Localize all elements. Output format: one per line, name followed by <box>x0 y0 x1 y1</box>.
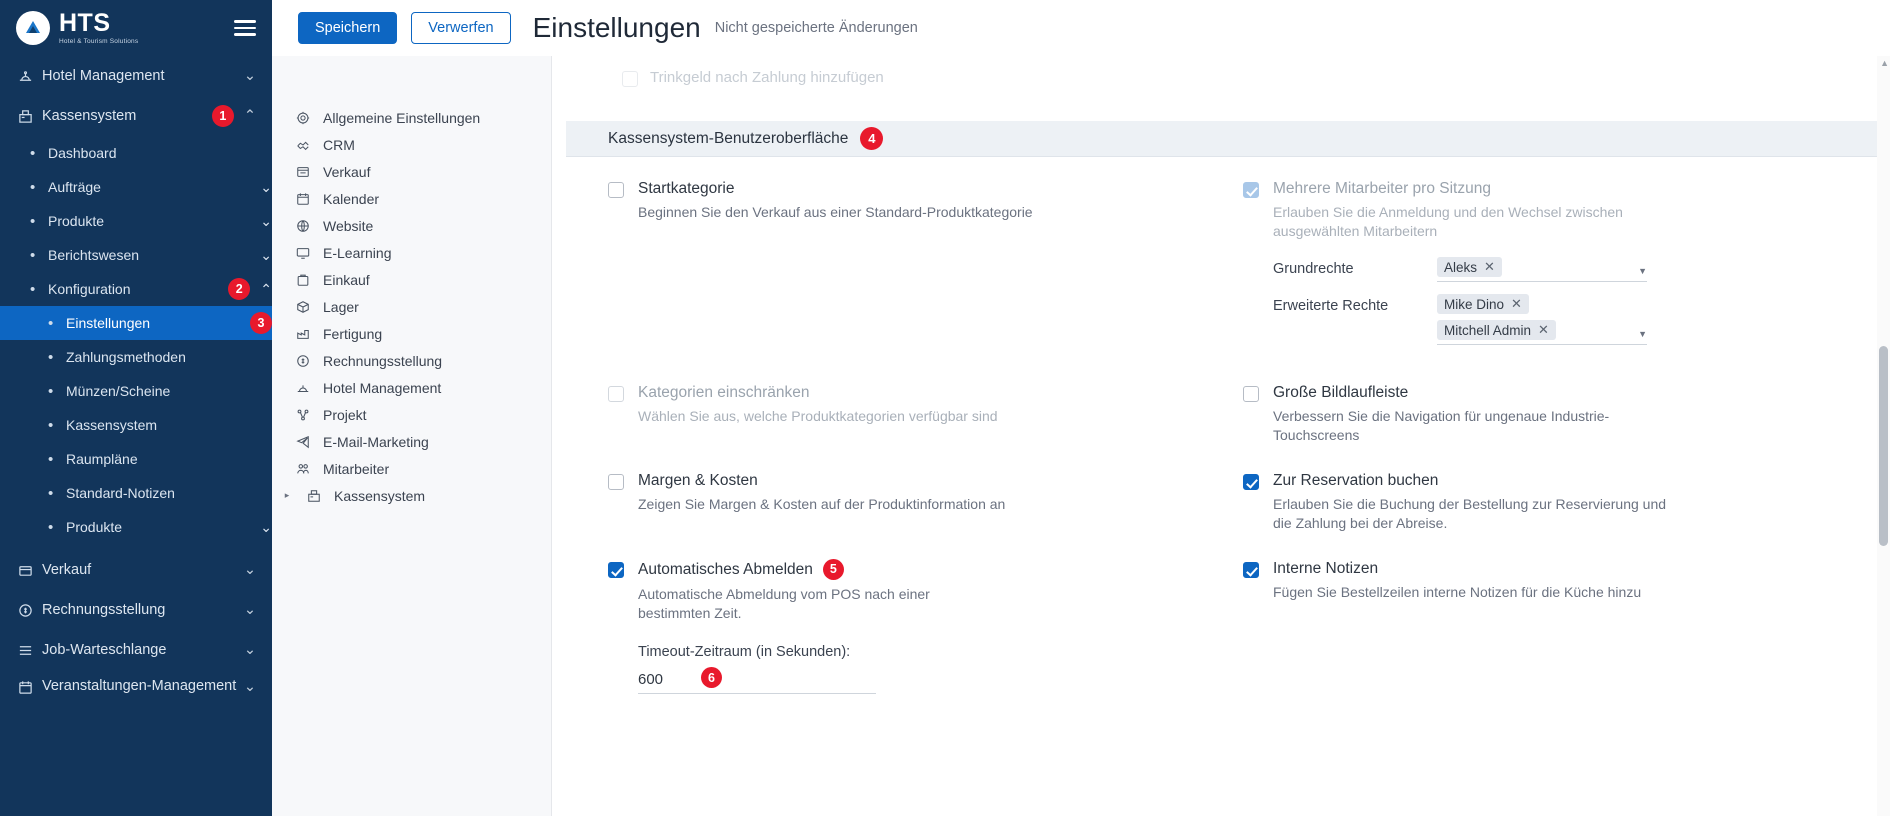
option-kategorien-einschraenken <box>608 383 1243 445</box>
sidebar-item-label: Veranstaltungen-Management <box>42 678 237 694</box>
calendar-icon <box>294 192 312 206</box>
settings-nav-label: Kassensystem <box>334 487 426 504</box>
option-zur-reservation-buchen <box>1243 471 1878 533</box>
settings-nav-einkauf[interactable] <box>272 266 551 293</box>
settings-nav-lager[interactable] <box>272 293 551 320</box>
checkbox-zur-reservation-buchen[interactable] <box>1243 474 1259 490</box>
grundrechte-row <box>1273 257 1673 282</box>
step-marker-4: 4 <box>860 127 883 150</box>
sidebar-item-label: Kassensystem <box>66 417 158 433</box>
sidebar-item-label: Hotel Management <box>42 68 165 84</box>
section-title: Kassensystem-Benutzeroberfläche <box>608 129 849 147</box>
sidebar-item-veranstaltungen-management[interactable] <box>0 670 272 718</box>
list-icon <box>18 643 42 658</box>
bullet-icon: • <box>48 348 54 366</box>
bullet-icon: • <box>48 382 54 400</box>
sidebar-nav <box>0 56 272 816</box>
option-description: Automatische Abmeldung vom POS nach einer bestimmten Zeit. <box>638 586 930 621</box>
checkbox-interne-notizen[interactable] <box>1243 562 1259 578</box>
box-icon <box>294 300 312 314</box>
bullet-icon: • <box>48 416 54 434</box>
step-marker-6: 6 <box>701 667 722 688</box>
option-title: Mehrere Mitarbeiter pro Sitzung <box>1273 180 1491 197</box>
tag-icon <box>18 563 42 578</box>
unsaved-changes-text: Nicht gespeicherte Änderungen <box>714 20 918 36</box>
settings-nav-label: Projekt <box>323 406 367 423</box>
remove-tag-icon[interactable]: ✕ <box>1511 296 1522 311</box>
erweiterte-rechte-row <box>1273 294 1673 345</box>
brand-logo[interactable] <box>16 8 139 46</box>
chevron-down-icon: ⌄ <box>260 178 272 195</box>
sidebar-item-label: Berichtswesen <box>48 247 140 263</box>
chevron-down-icon: ⌄ <box>243 642 256 658</box>
settings-nav-label: E-Mail-Marketing <box>323 433 429 450</box>
option-title <box>638 559 983 580</box>
settings-nav-kalender[interactable] <box>272 185 551 212</box>
bullet-icon: • <box>48 518 54 536</box>
partial-option-label: Trinkgeld nach Zahlung hinzufügen <box>650 69 884 86</box>
chevron-up-icon: ⌃ <box>260 280 272 297</box>
save-button[interactable]: Speichern <box>298 12 397 44</box>
option-description: Erlauben Sie die Anmeldung und den Wechsel zwischen ausgewählten Mitarbeitern <box>1273 204 1623 239</box>
option-grosse-bildlaufleiste <box>1243 383 1878 445</box>
tag-label: Mike Dino <box>1444 296 1505 312</box>
timeout-setting <box>638 643 983 694</box>
checkbox-margen-kosten[interactable] <box>608 474 624 490</box>
chevron-down-icon: ⌄ <box>260 518 272 535</box>
option-description: Zeigen Sie Margen & Kosten auf der Produktinformation an <box>638 496 1006 512</box>
settings-nav-label: Verkauf <box>323 163 371 180</box>
sidebar-item-kassensystem-config[interactable] <box>0 408 272 442</box>
settings-nav-label: Rechnungsstellung <box>323 352 443 369</box>
chevron-down-icon: ⌄ <box>243 562 256 578</box>
settings-nav-allgemeine-einstellungen[interactable] <box>272 104 551 131</box>
cash-register-icon <box>18 109 42 124</box>
settings-nav-e-learning[interactable] <box>272 239 551 266</box>
sidebar-item-hotel-management[interactable] <box>0 56 272 96</box>
settings-nav-mitarbeiter[interactable] <box>272 455 551 482</box>
sidebar-item-label: Rechnungsstellung <box>42 602 166 618</box>
settings-nav-label: Hotel Management <box>323 379 442 396</box>
settings-nav-label: Allgemeine Einstellungen <box>323 109 481 126</box>
sidebar-item-label: Verkauf <box>42 562 92 578</box>
option-margen-kosten <box>608 471 1243 533</box>
sales-icon <box>294 165 312 179</box>
mail-icon <box>294 435 312 449</box>
step-marker-1: 1 <box>212 105 234 127</box>
option-automatisches-abmelden <box>608 559 1243 694</box>
settings-nav-rechnungsstellung[interactable] <box>272 347 551 374</box>
erweiterte-rechte-label: Erweiterte Rechte <box>1273 298 1389 314</box>
settings-nav-fertigung[interactable] <box>272 320 551 347</box>
brand-text <box>59 8 139 46</box>
sidebar-item-label: Dashboard <box>48 145 117 161</box>
sidebar-item-label: Raumpläne <box>66 451 138 467</box>
tag-label: Aleks <box>1444 259 1478 275</box>
option-title: Startkategorie <box>638 180 735 197</box>
sidebar-item-kassensystem[interactable] <box>0 96 272 136</box>
chevron-down-icon: ⌄ <box>243 68 256 84</box>
sidebar-item-job-warteschlange[interactable] <box>0 630 272 670</box>
handshake-icon <box>294 138 312 152</box>
sidebar-item-label: Produkte <box>48 213 105 229</box>
option-title: Zur Reservation buchen <box>1273 472 1439 489</box>
timeout-label: Timeout-Zeitraum (in Sekunden): <box>638 644 851 660</box>
option-title-text: Automatisches Abmelden <box>638 561 813 578</box>
tag-label: Mitchell Admin <box>1444 322 1532 338</box>
option-title: Margen & Kosten <box>638 472 758 489</box>
option-description: Fügen Sie Bestellzeilen interne Notizen für die Küche hinzu <box>1273 584 1642 600</box>
brand-title: HTS <box>59 8 111 37</box>
sidebar-item-produkte[interactable] <box>0 204 272 238</box>
discard-button[interactable]: Verwerfen <box>411 12 510 44</box>
checkbox-startkategorie[interactable] <box>608 182 624 198</box>
sidebar-item-standard-notizen[interactable] <box>0 476 272 510</box>
bullet-icon: • <box>30 280 36 298</box>
option-description: Erlauben Sie die Buchung der Bestellung zur Reservierung und die Zahlung bei der Abreise. <box>1273 496 1667 531</box>
people-icon <box>294 462 312 476</box>
chevron-down-icon: ⌄ <box>243 679 256 695</box>
globe-icon <box>294 219 312 233</box>
option-description: Beginnen Sie den Verkauf aus einer Standard-Produktkategorie <box>638 204 1033 220</box>
bell-icon <box>18 69 42 84</box>
hotel-icon <box>294 381 312 395</box>
erweiterte-rechte-field[interactable] <box>1437 294 1647 345</box>
settings-content <box>552 56 1890 816</box>
settings-nav-label: Fertigung <box>323 325 383 342</box>
cash-register-icon <box>305 489 323 503</box>
monitor-icon <box>294 246 312 260</box>
bullet-icon: • <box>48 314 54 332</box>
sidebar-item-dashboard[interactable] <box>0 136 272 170</box>
timeout-input[interactable] <box>638 669 876 694</box>
option-description: Verbessern Sie die Navigation für ungenaue Industrie-Touchscreens <box>1273 408 1610 443</box>
settings-options-grid <box>552 157 1890 720</box>
settings-nav-label: E-Learning <box>323 244 392 261</box>
settings-nav-label: Einkauf <box>323 271 370 288</box>
chevron-down-icon: ⌄ <box>243 602 256 618</box>
sidebar-item-label: Job-Warteschlange <box>42 642 167 658</box>
step-marker-5: 5 <box>823 559 844 580</box>
settings-nav-label: Mitarbeiter <box>323 460 390 477</box>
settings-nav-projekt[interactable] <box>272 401 551 428</box>
bullet-icon: • <box>30 178 36 196</box>
bullet-icon: • <box>48 484 54 502</box>
option-title: Kategorien einschränken <box>638 384 810 401</box>
project-icon <box>294 408 312 422</box>
calendar-icon <box>18 680 42 695</box>
sidebar-item-label: Einstellungen <box>66 315 151 331</box>
section-header-kassensystem-benutzeroberflaeche <box>566 121 1878 157</box>
sidebar-item-zahlungsmethoden[interactable] <box>0 340 272 374</box>
checkbox-grosse-bildlaufleiste[interactable] <box>1243 386 1259 402</box>
chevron-down-icon: ⌄ <box>260 212 272 229</box>
sidebar-item-label: Zahlungsmethoden <box>66 349 186 365</box>
remove-tag-icon[interactable]: ✕ <box>1538 322 1549 337</box>
brand-subtitle: Hotel & Tourism Solutions <box>59 37 139 45</box>
settings-nav-label: Website <box>323 217 374 234</box>
tag-item[interactable] <box>1437 257 1502 277</box>
chevron-up-icon: ⌃ <box>243 108 256 124</box>
sidebar-item-produkte-config[interactable] <box>0 510 272 544</box>
purchase-icon <box>294 273 312 287</box>
bullet-icon: • <box>30 212 36 230</box>
checkbox-kategorien-einschraenken[interactable] <box>608 386 624 402</box>
scroll-up-arrow-icon[interactable]: ▲ <box>1880 58 1889 68</box>
rights-fields <box>1273 257 1673 345</box>
sidebar-item-raumplaene[interactable] <box>0 442 272 476</box>
option-description: Wählen Sie aus, welche Produktkategorien verfügbar sind <box>638 408 998 424</box>
chevron-down-icon[interactable]: ▼ <box>1638 266 1647 276</box>
sidebar-header <box>0 0 272 56</box>
gear-icon <box>294 111 312 125</box>
settings-nav-hotel-management[interactable] <box>272 374 551 401</box>
bullet-icon: • <box>30 246 36 264</box>
option-interne-notizen <box>1243 559 1878 694</box>
chevron-down-icon: ⌄ <box>260 246 272 263</box>
partial-option-row <box>552 56 1890 87</box>
sidebar-item-label: Konfiguration <box>48 281 131 297</box>
settings-side-nav <box>272 56 552 816</box>
chevron-down-icon[interactable]: ▼ <box>1638 329 1647 339</box>
sidebar-item-label: Produkte <box>66 519 123 535</box>
top-toolbar <box>272 0 1890 56</box>
checkbox-mehrere-mitarbeiter[interactable] <box>1243 182 1259 198</box>
invoice-icon <box>18 603 42 618</box>
sidebar-item-berichtswesen[interactable] <box>0 238 272 272</box>
settings-nav-crm[interactable] <box>272 131 551 158</box>
tag-item[interactable] <box>1437 294 1529 314</box>
settings-nav-verkauf[interactable] <box>272 158 551 185</box>
menu-toggle-icon[interactable] <box>234 16 256 40</box>
bullet-icon: • <box>48 450 54 468</box>
sidebar-item-konfiguration[interactable] <box>0 272 272 306</box>
sidebar-item-label: Kassensystem <box>42 108 137 124</box>
sidebar-item-label: Standard-Notizen <box>66 485 175 501</box>
remove-tag-icon[interactable]: ✕ <box>1484 259 1495 274</box>
caret-right-icon[interactable]: ▸ <box>284 490 290 500</box>
invoice-icon <box>294 354 312 368</box>
scrollbar-thumb[interactable] <box>1879 346 1888 546</box>
sidebar-item-muenzen-scheine[interactable] <box>0 374 272 408</box>
step-marker-2: 2 <box>228 278 250 300</box>
sidebar-item-rechnungsstellung[interactable] <box>0 590 272 630</box>
grundrechte-label: Grundrechte <box>1273 261 1354 277</box>
checkbox-automatisches-abmelden[interactable] <box>608 562 624 578</box>
settings-nav-label: CRM <box>323 136 355 153</box>
settings-nav-website[interactable] <box>272 212 551 239</box>
settings-nav-kassensystem[interactable] <box>272 482 551 509</box>
bullet-icon: • <box>30 144 36 162</box>
sidebar-item-einstellungen[interactable] <box>0 306 272 340</box>
factory-icon <box>294 327 312 341</box>
sidebar-item-verkauf[interactable] <box>0 550 272 590</box>
option-startkategorie <box>608 179 1243 357</box>
sidebar-item-auftraege[interactable] <box>0 170 272 204</box>
settings-nav-label: Kalender <box>323 190 380 207</box>
grundrechte-field[interactable] <box>1437 257 1647 282</box>
checkbox-trinkgeld[interactable] <box>622 71 638 87</box>
logo-icon <box>16 11 50 45</box>
step-marker-3: 3 <box>250 312 272 334</box>
tag-item[interactable] <box>1437 320 1556 340</box>
settings-nav-label: Lager <box>323 298 359 315</box>
settings-nav-email-marketing[interactable] <box>272 428 551 455</box>
content-area <box>272 56 1890 816</box>
option-title: Große Bildlaufleiste <box>1273 384 1409 401</box>
option-mehrere-mitarbeiter <box>1243 179 1878 357</box>
main-area <box>272 0 1890 816</box>
sidebar-item-label: Aufträge <box>48 179 101 195</box>
page-title: Einstellungen <box>532 12 701 43</box>
sidebar <box>0 0 272 816</box>
sidebar-item-label: Münzen/Scheine <box>66 383 171 399</box>
option-title: Interne Notizen <box>1273 560 1379 577</box>
